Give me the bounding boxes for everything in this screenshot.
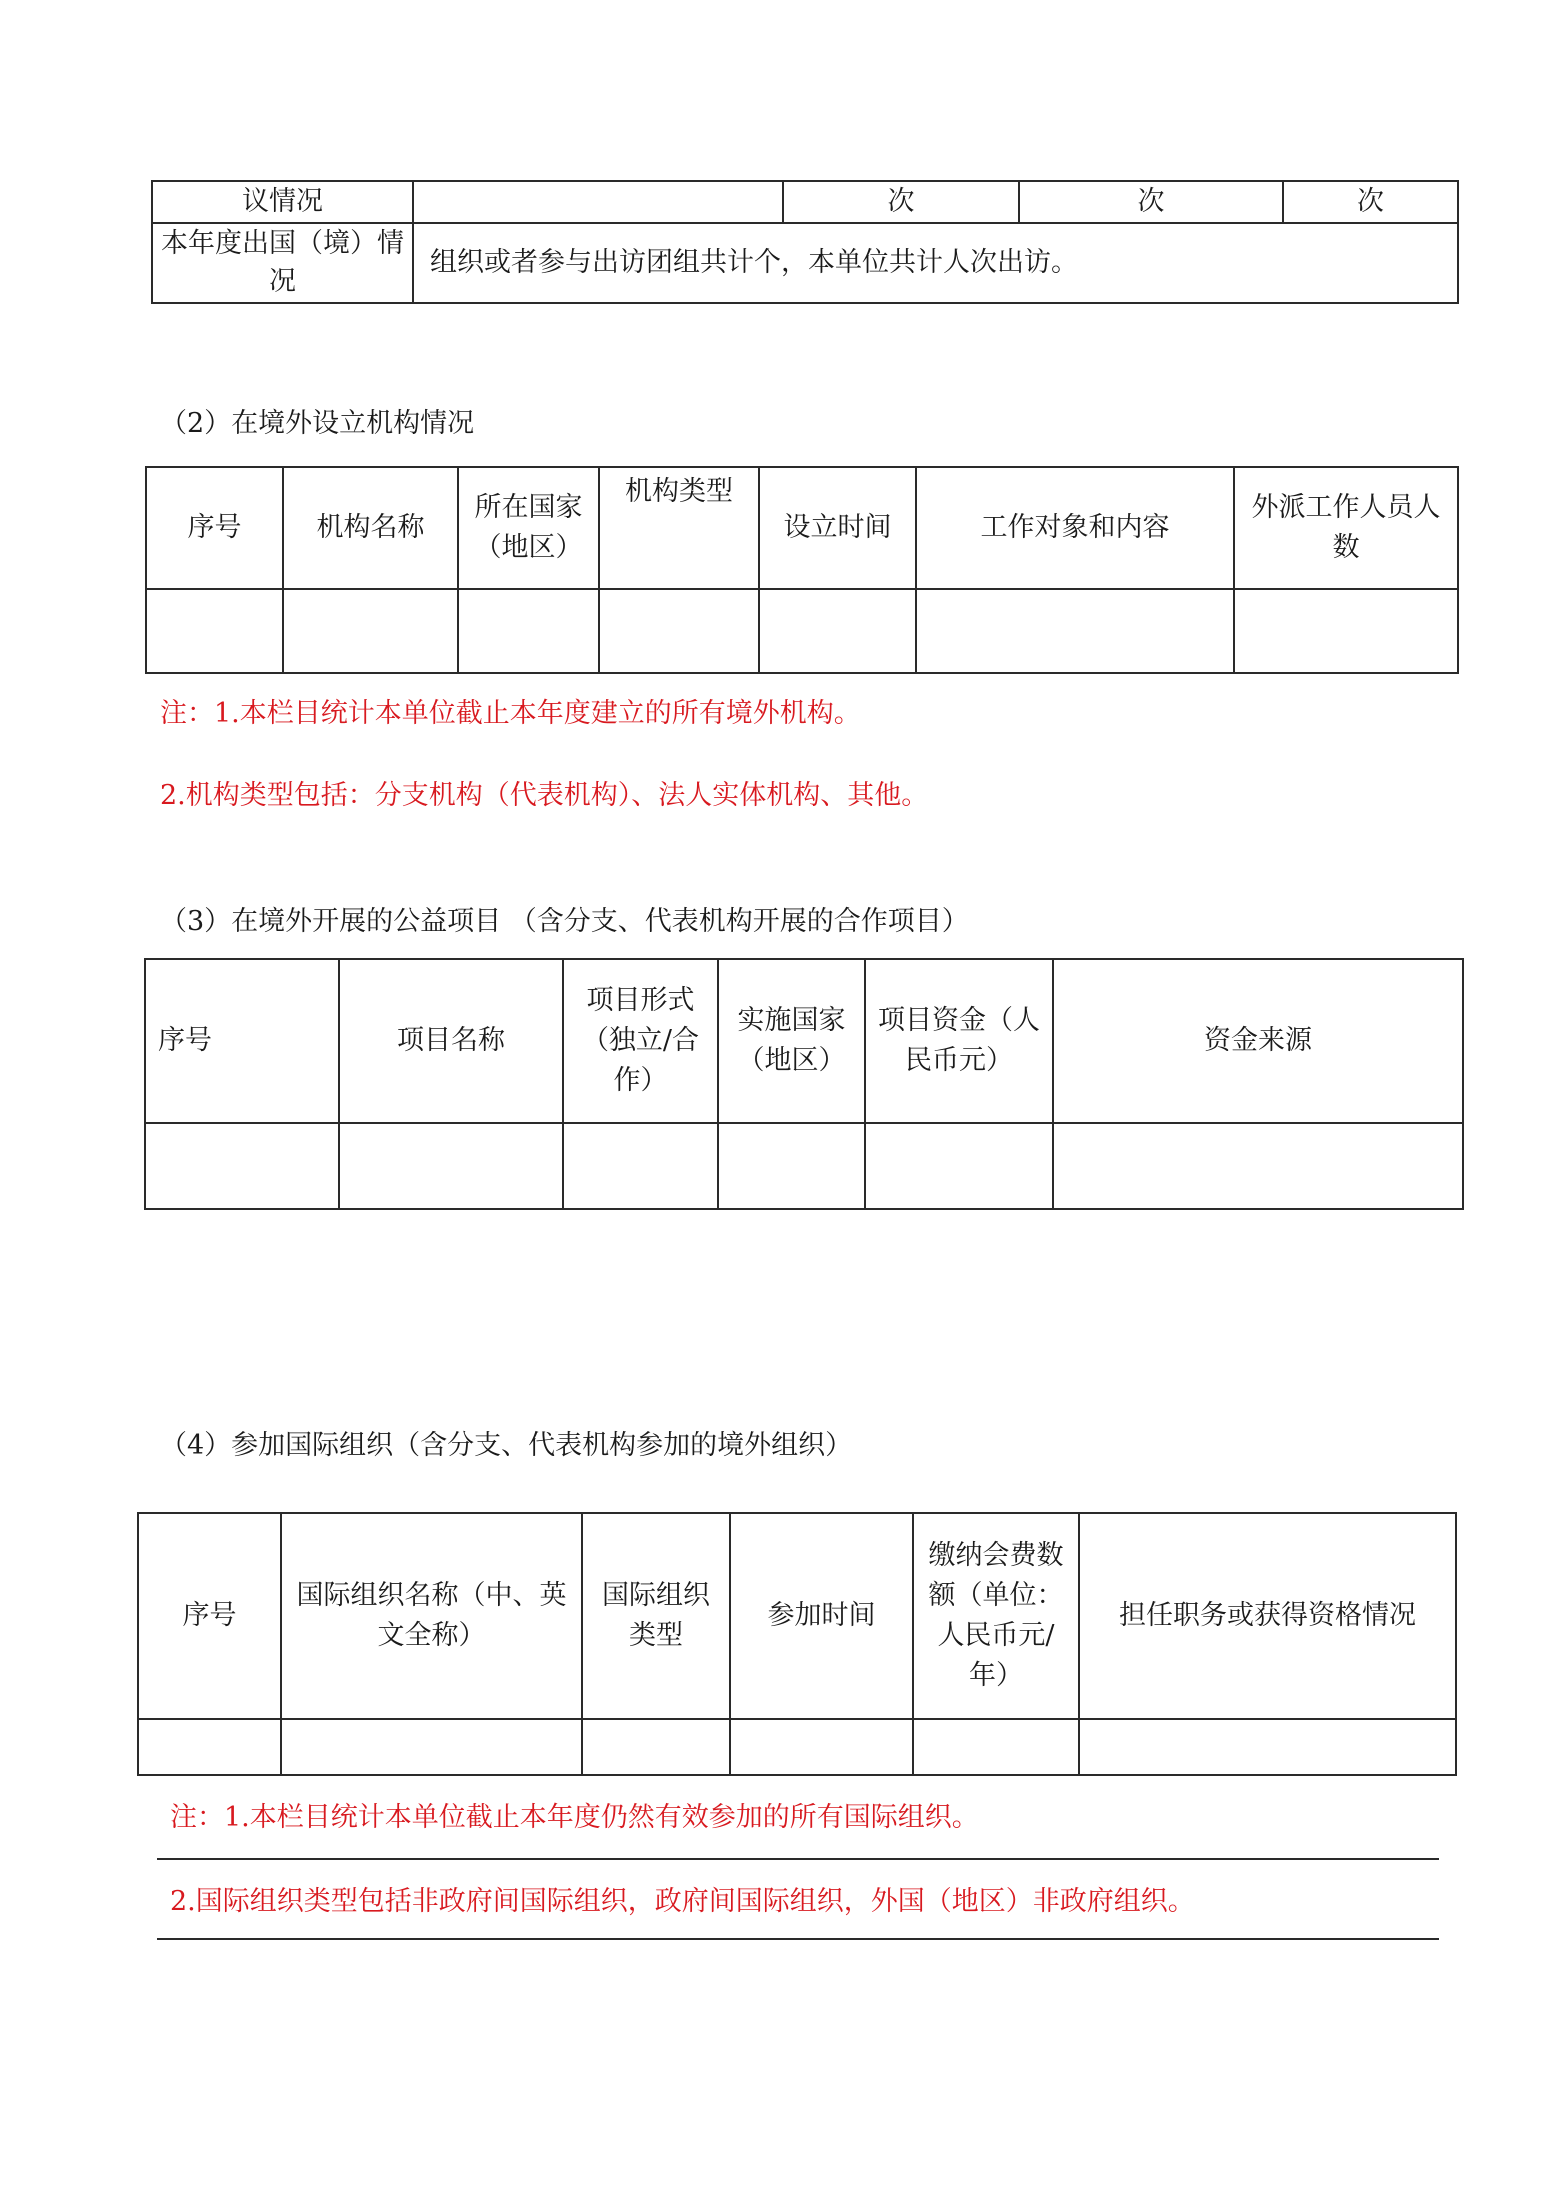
header-funding-source: 资金来源 bbox=[1053, 959, 1463, 1123]
table-cell bbox=[458, 589, 599, 673]
section4-note-1: 注：1.本栏目统计本单位截止本年度仍然有效参加的所有国际组织。 bbox=[170, 1802, 979, 1833]
section2-note-1: 注：1.本栏目统计本单位截止本年度建立的所有境外机构。 bbox=[160, 698, 861, 729]
header-institution-name: 机构名称 bbox=[283, 467, 458, 589]
table-cell bbox=[1079, 1719, 1456, 1775]
meeting-cell-1 bbox=[413, 181, 783, 223]
table-cell bbox=[759, 589, 916, 673]
table-cell bbox=[913, 1719, 1079, 1775]
meeting-cell-3: 次 bbox=[1019, 181, 1283, 223]
overseas-row-text: 组织或者参与出访团组共计个，本单位共计人次出访。 bbox=[413, 223, 1458, 303]
section2-note-2: 2.机构类型包括：分支机构（代表机构）、法人实体机构、其他。 bbox=[160, 780, 929, 811]
header-organization-name: 国际组织名称（中、英文全称） bbox=[281, 1513, 582, 1719]
table-cell bbox=[1053, 1123, 1463, 1209]
header-join-time: 参加时间 bbox=[730, 1513, 913, 1719]
table-cell bbox=[865, 1123, 1053, 1209]
section4-note-2: 2.国际组织类型包括非政府间国际组织，政府间国际组织，外国（地区）非政府组织。 bbox=[170, 1886, 1195, 1917]
header-institution-type: 机构类型 bbox=[599, 467, 759, 589]
meeting-cell-2: 次 bbox=[783, 181, 1019, 223]
header-project-form: 项目形式（独立/合作） bbox=[563, 959, 718, 1123]
header-work-content: 工作对象和内容 bbox=[916, 467, 1234, 589]
table-cell bbox=[718, 1123, 865, 1209]
overseas-visits-table bbox=[151, 180, 1457, 304]
header-established-time: 设立时间 bbox=[759, 467, 916, 589]
section3-heading: （3）在境外开展的公益项目 （含分支、代表机构开展的合作项目） bbox=[160, 906, 969, 937]
note-underline bbox=[157, 1858, 1439, 1860]
table-cell bbox=[138, 1719, 281, 1775]
header-serial: 序号 bbox=[138, 1513, 281, 1719]
header-country: 所在国家（地区） bbox=[458, 467, 599, 589]
table-cell bbox=[916, 589, 1234, 673]
table-cell bbox=[281, 1719, 582, 1775]
note-underline bbox=[157, 1938, 1439, 1940]
table-cell bbox=[563, 1123, 718, 1209]
international-organizations-table bbox=[137, 1512, 1455, 1776]
header-staff-count: 外派工作人员人数 bbox=[1234, 467, 1458, 589]
section4-heading: （4）参加国际组织（含分支、代表机构参加的境外组织） bbox=[160, 1430, 853, 1461]
header-serial: 序号 bbox=[145, 959, 339, 1123]
header-organization-type: 国际组织类型 bbox=[582, 1513, 730, 1719]
meeting-cell-4: 次 bbox=[1283, 181, 1458, 223]
meeting-row-label: 议情况 bbox=[152, 181, 413, 223]
overseas-row-label: 本年度出国（境）情况 bbox=[152, 223, 413, 303]
table-cell bbox=[582, 1719, 730, 1775]
section2-heading: （2）在境外设立机构情况 bbox=[160, 408, 475, 439]
table-cell bbox=[339, 1123, 563, 1209]
table-cell bbox=[146, 589, 283, 673]
public-welfare-projects-table bbox=[144, 958, 1462, 1210]
table-cell bbox=[730, 1719, 913, 1775]
header-position-held: 担任职务或获得资格情况 bbox=[1079, 1513, 1456, 1719]
table-cell bbox=[599, 589, 759, 673]
table-cell bbox=[145, 1123, 339, 1209]
overseas-institutions-table bbox=[145, 466, 1457, 674]
header-project-name: 项目名称 bbox=[339, 959, 563, 1123]
header-implementation-country: 实施国家（地区） bbox=[718, 959, 865, 1123]
header-membership-fee: 缴纳会费数额（单位：人民币元/年） bbox=[913, 1513, 1079, 1719]
table-cell bbox=[283, 589, 458, 673]
header-project-funds: 项目资金（人民币元） bbox=[865, 959, 1053, 1123]
table-cell bbox=[1234, 589, 1458, 673]
header-serial: 序号 bbox=[146, 467, 283, 589]
